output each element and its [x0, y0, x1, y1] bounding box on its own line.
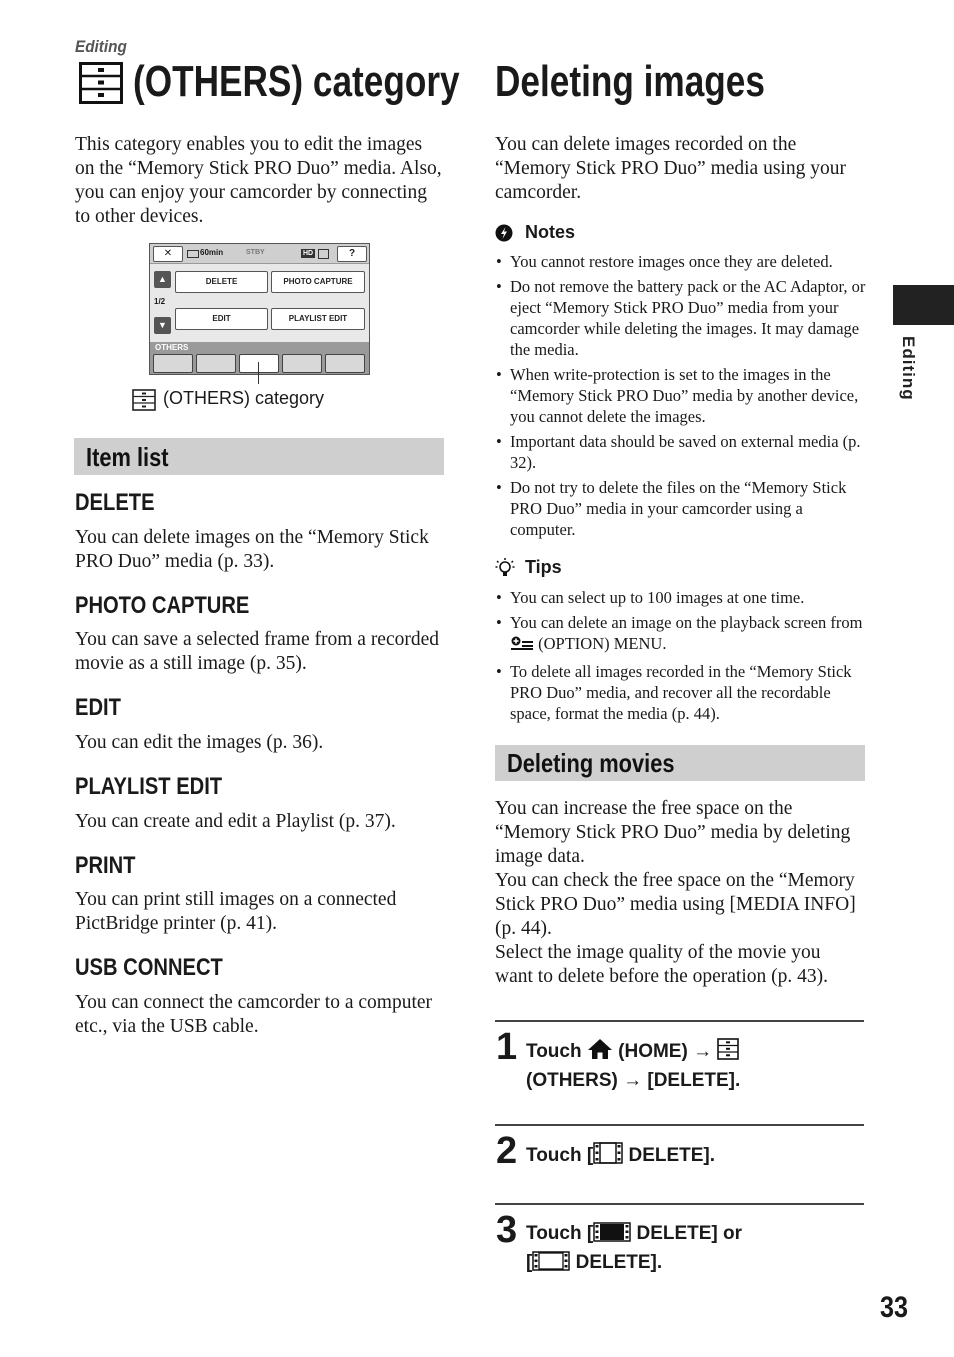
screen-top-bar [150, 244, 369, 264]
tips-list [496, 587, 868, 728]
page-title-others: (OTHERS) category [133, 57, 460, 106]
item-delete-title: DELETE [75, 489, 155, 516]
note-item: • Do not remove the battery pack or the AC Adaptor, or eject “Memory Stick PRO Duo” media from your camcorder while deleting the images. It may damage the media. [496, 276, 868, 360]
scroll-up-icon[interactable]: ▲ [154, 271, 171, 288]
step-2-number: 2 [496, 1130, 518, 1172]
category-label: OTHERS [155, 343, 189, 352]
sd-film-icon [532, 1251, 570, 1279]
step-3-number: 3 [496, 1209, 518, 1251]
play-tab-icon[interactable] [196, 354, 236, 373]
tip-item: • To delete all images recorded in the “Memory Stick PRO Duo” media, and recover all the recordable space, format the media (p. 44). [496, 661, 868, 724]
battery-icon [187, 250, 199, 258]
side-tab-label: Editing [899, 336, 918, 401]
item-list-heading: Item list [86, 442, 169, 472]
side-tab-marker [893, 285, 954, 325]
screen-caption: (OTHERS) category [163, 388, 325, 408]
deleting-movies-text [495, 797, 863, 989]
help-icon[interactable]: ? [337, 246, 367, 262]
item-delete-desc: You can delete images on the “Memory Stick PRO Duo” media (p. 33). [75, 527, 429, 572]
note-item: • Important data should be saved on external media (p. 32). [496, 431, 868, 473]
page-title-deleting: Deleting images [495, 57, 765, 106]
standby-status: STBY [246, 249, 265, 256]
item-usb-connect-title: USB CONNECT [75, 954, 223, 981]
note-item: • Do not try to delete the files on the “Memory Stick PRO Duo” media in your camcorder using a computer. [496, 477, 868, 540]
callout-line [258, 362, 259, 384]
step-1-number: 1 [496, 1026, 518, 1068]
tips-icon [495, 557, 515, 584]
film-icon [593, 1142, 623, 1172]
camera-tab-icon[interactable] [153, 354, 193, 373]
step-divider [495, 1020, 864, 1022]
film-icon [318, 249, 329, 259]
page-number: 33 [880, 1291, 909, 1324]
others-tab-icon[interactable] [239, 354, 279, 373]
item-photo-capture-desc: You can save a selected frame from a recorded movie as a still image (p. 35). [75, 629, 440, 674]
item-print-desc: You can print still images on a connected PictBridge printer (p. 41). [75, 889, 397, 934]
others-icon [717, 1038, 739, 1068]
delete-button[interactable]: DELETE [175, 271, 268, 293]
note-item: • When write-protection is set to the images in the “Memory Stick PRO Duo” media by another device, you cannot delete the images. [496, 364, 868, 427]
notes-icon [495, 224, 513, 247]
hd-film-icon [593, 1222, 631, 1250]
note-item: • You cannot restore images once they are deleted. [496, 251, 868, 272]
close-icon[interactable]: ✕ [153, 246, 183, 262]
deleting-movies-heading: Deleting movies [507, 748, 675, 778]
notes-list [496, 251, 868, 544]
step-3-text: Touch [ DELETE] or [ DELETE]. [526, 1221, 866, 1279]
tip-item: • You can delete an image on the playback screen from (OPTION) MENU. [496, 612, 868, 657]
option-menu-icon [510, 636, 534, 657]
edit-button[interactable]: EDIT [175, 308, 268, 330]
caption-others-icon [132, 389, 156, 416]
media-tab-icon[interactable] [282, 354, 322, 373]
playlist-edit-button[interactable]: PLAYLIST EDIT [271, 308, 365, 330]
step-divider [495, 1124, 864, 1126]
others-intro: This category enables you to edit the images on the “Memory Stick PRO Duo” media. Also, you can enjoy your camcorder by connecting to other devices. [75, 134, 442, 227]
photo-capture-button[interactable]: PHOTO CAPTURE [271, 271, 365, 293]
item-playlist-edit-desc: You can create and edit a Playlist (p. 37). [75, 811, 396, 832]
settings-tab-icon[interactable] [325, 354, 365, 373]
battery-remaining: 60min [200, 248, 224, 257]
others-menu-screen [149, 243, 370, 375]
tips-heading: Tips [525, 557, 562, 577]
item-edit-desc: You can edit the images (p. 36). [75, 732, 324, 753]
step-1-text: Touch (HOME) → (OTHERS) → [DELETE]. [526, 1038, 866, 1094]
section-header: Editing [75, 37, 127, 56]
tip-item: • You can select up to 100 images at one time. [496, 587, 868, 608]
step-2-text: Touch [ DELETE]. [526, 1142, 866, 1172]
item-usb-connect-desc: You can connect the camcorder to a computer etc., via the USB cable. [75, 992, 433, 1037]
page-indicator: 1/2 [154, 297, 166, 306]
step-divider [495, 1203, 864, 1205]
others-category-icon [79, 62, 123, 109]
item-photo-capture-title: PHOTO CAPTURE [75, 592, 250, 619]
item-edit-title: EDIT [75, 694, 121, 721]
hd-quality-badge: HD [303, 250, 314, 257]
scroll-down-icon[interactable]: ▼ [154, 317, 171, 334]
movies-paragraph: Select the image quality of the movie you want to delete before the operation (p. 43). [495, 942, 828, 987]
item-print-title: PRINT [75, 852, 136, 879]
deleting-intro: You can delete images recorded on the “Memory Stick PRO Duo” media using your camcorder. [495, 134, 846, 203]
item-playlist-edit-title: PLAYLIST EDIT [75, 773, 223, 800]
notes-heading: Notes [525, 222, 576, 242]
home-icon [587, 1038, 613, 1068]
movies-paragraph: You can check the free space on the “Memory Stick PRO Duo” media using [MEDIA INFO] (p. 44). [495, 870, 856, 939]
movies-paragraph: You can increase the free space on the “Memory Stick PRO Duo” media by deleting image data. [495, 798, 851, 867]
